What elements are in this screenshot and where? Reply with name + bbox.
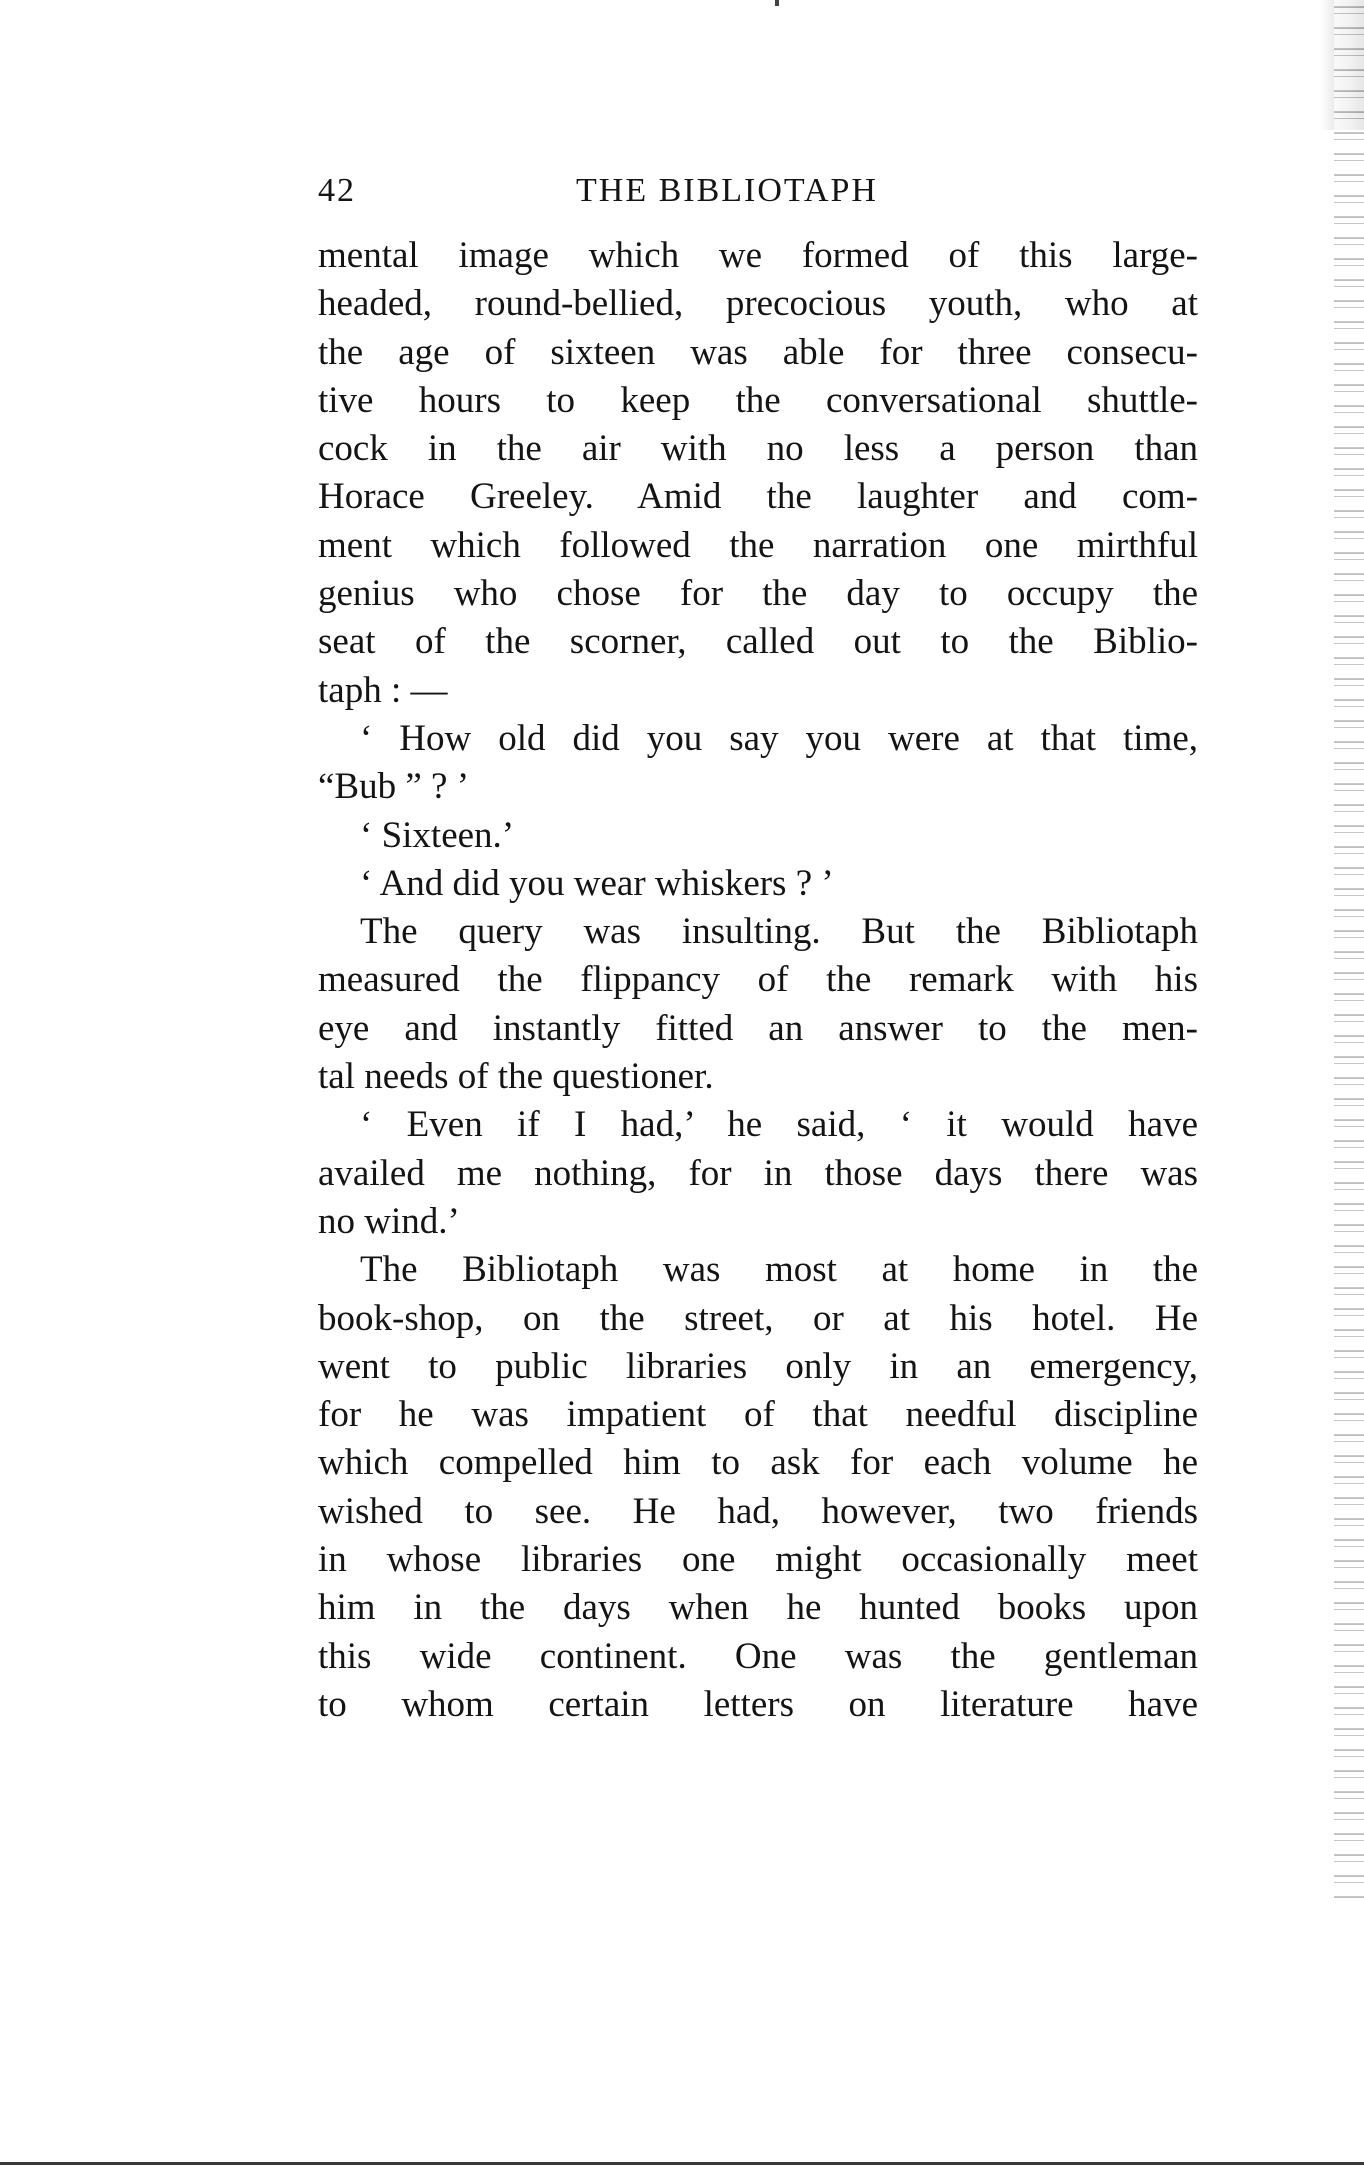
- text-line: tive hours to keep the conversational shuttle-: [318, 379, 1198, 421]
- running-head: THE BIBLIOTAPH: [576, 172, 878, 209]
- text-line: ‘ Sixteen.’: [360, 814, 515, 856]
- text-line: seat of the scorner, called out to the Biblio-: [318, 621, 1198, 663]
- text-line: eye and instantly fitted an answer to the men-: [318, 1007, 1198, 1049]
- text-line: measured the flippancy of the remark with his: [318, 959, 1198, 1001]
- page-header: [318, 172, 1198, 218]
- text-line: book-shop, on the street, or at his hotel. He: [318, 1297, 1198, 1339]
- text-line: ment which followed the narration one mirthful: [318, 524, 1198, 566]
- text-line: ‘ And did you wear whiskers ? ’: [360, 862, 834, 904]
- scan-edge-noise: [1334, 0, 1364, 1900]
- text-line: genius who chose for the day to occupy the: [318, 573, 1198, 615]
- text-line: the age of sixteen was able for three consecu-: [318, 331, 1198, 373]
- text-line: ‘ Even if I had,’ he said, ‘ it would have: [360, 1104, 1198, 1146]
- text-line: mental image which we formed of this large-: [318, 235, 1198, 276]
- text-line: Horace Greeley. Amid the laughter and com-: [318, 476, 1198, 518]
- text-line: wished to see. He had, however, two friends: [318, 1490, 1198, 1532]
- text-line: availed me nothing, for in those days there was: [318, 1152, 1198, 1194]
- text-line: for he was impatient of that needful discipline: [318, 1394, 1198, 1436]
- scan-bottom-edge: [0, 2162, 1364, 2165]
- text-line: The Bibliotaph was most at home in the: [360, 1249, 1198, 1291]
- body-text: [318, 232, 1198, 1729]
- text-line: which compelled him to ask for each volume he: [318, 1442, 1198, 1484]
- text-line: cock in the air with no less a person than: [318, 428, 1198, 470]
- text-line: headed, round-bellied, precocious youth, who at: [318, 283, 1198, 325]
- text-line: no wind.’: [318, 1200, 460, 1242]
- text-line: ‘ How old did you say you were at that time,: [360, 717, 1198, 759]
- text-line: went to public libraries only in an emergency,: [318, 1345, 1198, 1387]
- text-line: tal needs of the questioner.: [318, 1056, 714, 1098]
- text-line: The query was insulting. But the Bibliotaph: [360, 911, 1198, 953]
- text-line: to whom certain letters on literature have: [318, 1683, 1198, 1725]
- text-line: taph : —: [318, 669, 448, 711]
- page-number: 42: [318, 172, 356, 209]
- text-line: in whose libraries one might occasionally meet: [318, 1539, 1198, 1581]
- text-line: “Bub ” ? ’: [318, 766, 470, 808]
- text-line: this wide continent. One was the gentleman: [318, 1635, 1198, 1677]
- print-mark: [775, 0, 779, 6]
- text-line: him in the days when he hunted books upon: [318, 1587, 1198, 1629]
